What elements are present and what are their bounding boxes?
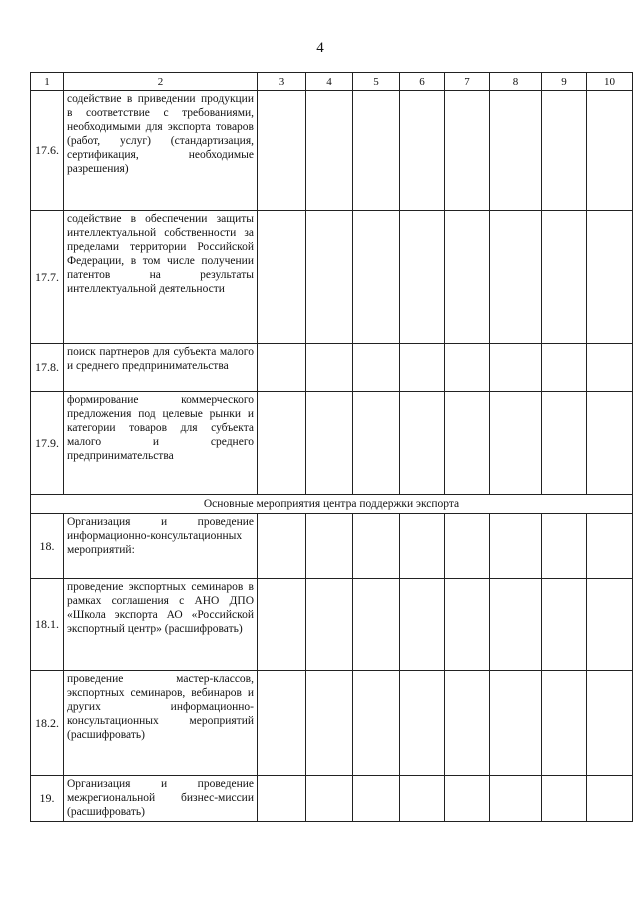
report-table <box>30 72 633 822</box>
table-row <box>31 776 633 822</box>
empty-cell <box>542 392 587 495</box>
empty-cell <box>400 579 445 671</box>
empty-cell <box>400 514 445 579</box>
empty-cell <box>258 776 306 822</box>
empty-cell <box>353 776 400 822</box>
empty-cell <box>400 91 445 211</box>
col-header: 1 <box>31 73 64 91</box>
col-header: 3 <box>258 73 306 91</box>
empty-cell <box>587 671 633 776</box>
empty-cell <box>490 579 542 671</box>
empty-cell <box>542 344 587 392</box>
row-description: содействие в обеспечении защиты интеллектуальной собственности за пределами территории Российской Федерации, в том числе получении патентов на результаты интеллектуальной деятельности <box>64 211 258 344</box>
empty-cell <box>490 211 542 344</box>
section-title: Основные мероприятия центра поддержки экспорта <box>31 495 633 514</box>
row-number: 18.2. <box>31 671 64 776</box>
empty-cell <box>353 392 400 495</box>
empty-cell <box>353 91 400 211</box>
empty-cell <box>400 776 445 822</box>
empty-cell <box>445 776 490 822</box>
empty-cell <box>306 514 353 579</box>
table-row <box>31 344 633 392</box>
empty-cell <box>258 514 306 579</box>
row-description: проведение экспортных семинаров в рамках соглашения с АНО ДПО «Школа экспорта АО «Российской экспортный центр» (расшифровать) <box>64 579 258 671</box>
empty-cell <box>306 392 353 495</box>
section-row <box>31 495 633 514</box>
table-row <box>31 91 633 211</box>
row-number: 19. <box>31 776 64 822</box>
table-row <box>31 211 633 344</box>
table-row <box>31 514 633 579</box>
col-header: 6 <box>400 73 445 91</box>
empty-cell <box>258 344 306 392</box>
empty-cell <box>445 392 490 495</box>
col-header: 5 <box>353 73 400 91</box>
empty-cell <box>490 344 542 392</box>
empty-cell <box>306 579 353 671</box>
empty-cell <box>490 514 542 579</box>
empty-cell <box>445 579 490 671</box>
empty-cell <box>490 776 542 822</box>
empty-cell <box>587 344 633 392</box>
row-number: 17.9. <box>31 392 64 495</box>
empty-cell <box>258 392 306 495</box>
empty-cell <box>587 579 633 671</box>
empty-cell <box>306 91 353 211</box>
table-row <box>31 579 633 671</box>
table-row <box>31 392 633 495</box>
empty-cell <box>353 579 400 671</box>
empty-cell <box>542 514 587 579</box>
empty-cell <box>587 392 633 495</box>
empty-cell <box>306 211 353 344</box>
empty-cell <box>306 671 353 776</box>
empty-cell <box>400 211 445 344</box>
empty-cell <box>353 514 400 579</box>
empty-cell <box>258 579 306 671</box>
row-description: Организация и проведение межрегиональной бизнес-миссии (расшифровать) <box>64 776 258 822</box>
empty-cell <box>542 776 587 822</box>
row-number: 18. <box>31 514 64 579</box>
col-header: 2 <box>64 73 258 91</box>
empty-cell <box>445 671 490 776</box>
row-number: 17.7. <box>31 211 64 344</box>
empty-cell <box>445 514 490 579</box>
row-description: содействие в приведении продукции в соответствие с требованиями, необходимыми для экспорта товаров (работ, услуг) (стандартизация, сертификация, необходимые разрешения) <box>64 91 258 211</box>
row-number: 17.8. <box>31 344 64 392</box>
empty-cell <box>306 344 353 392</box>
col-header: 10 <box>587 73 633 91</box>
empty-cell <box>587 91 633 211</box>
empty-cell <box>490 91 542 211</box>
empty-cell <box>542 579 587 671</box>
row-description: Организация и проведение информационно-консультационных мероприятий: <box>64 514 258 579</box>
empty-cell <box>400 344 445 392</box>
empty-cell <box>490 392 542 495</box>
row-number: 18.1. <box>31 579 64 671</box>
empty-cell <box>587 776 633 822</box>
col-header: 9 <box>542 73 587 91</box>
empty-cell <box>587 211 633 344</box>
empty-cell <box>542 671 587 776</box>
col-header: 4 <box>306 73 353 91</box>
row-description: формирование коммерческого предложения под целевые рынки и категории товаров для субъекта малого и среднего предпринимательства <box>64 392 258 495</box>
empty-cell <box>258 671 306 776</box>
row-description: поиск партнеров для субъекта малого и среднего предпринимательства <box>64 344 258 392</box>
empty-cell <box>587 514 633 579</box>
column-number-row <box>31 73 633 91</box>
table-row <box>31 671 633 776</box>
empty-cell <box>353 344 400 392</box>
empty-cell <box>400 671 445 776</box>
empty-cell <box>542 91 587 211</box>
empty-cell <box>258 211 306 344</box>
empty-cell <box>445 344 490 392</box>
page-number: 4 <box>316 40 324 56</box>
empty-cell <box>353 671 400 776</box>
col-header: 8 <box>490 73 542 91</box>
empty-cell <box>542 211 587 344</box>
empty-cell <box>445 211 490 344</box>
col-header: 7 <box>445 73 490 91</box>
empty-cell <box>445 91 490 211</box>
empty-cell <box>400 392 445 495</box>
row-number: 17.6. <box>31 91 64 211</box>
empty-cell <box>306 776 353 822</box>
empty-cell <box>490 671 542 776</box>
empty-cell <box>353 211 400 344</box>
row-description: проведение мастер-классов, экспортных семинаров, вебинаров и других информационно-консультационных мероприятий (расшифровать) <box>64 671 258 776</box>
empty-cell <box>258 91 306 211</box>
